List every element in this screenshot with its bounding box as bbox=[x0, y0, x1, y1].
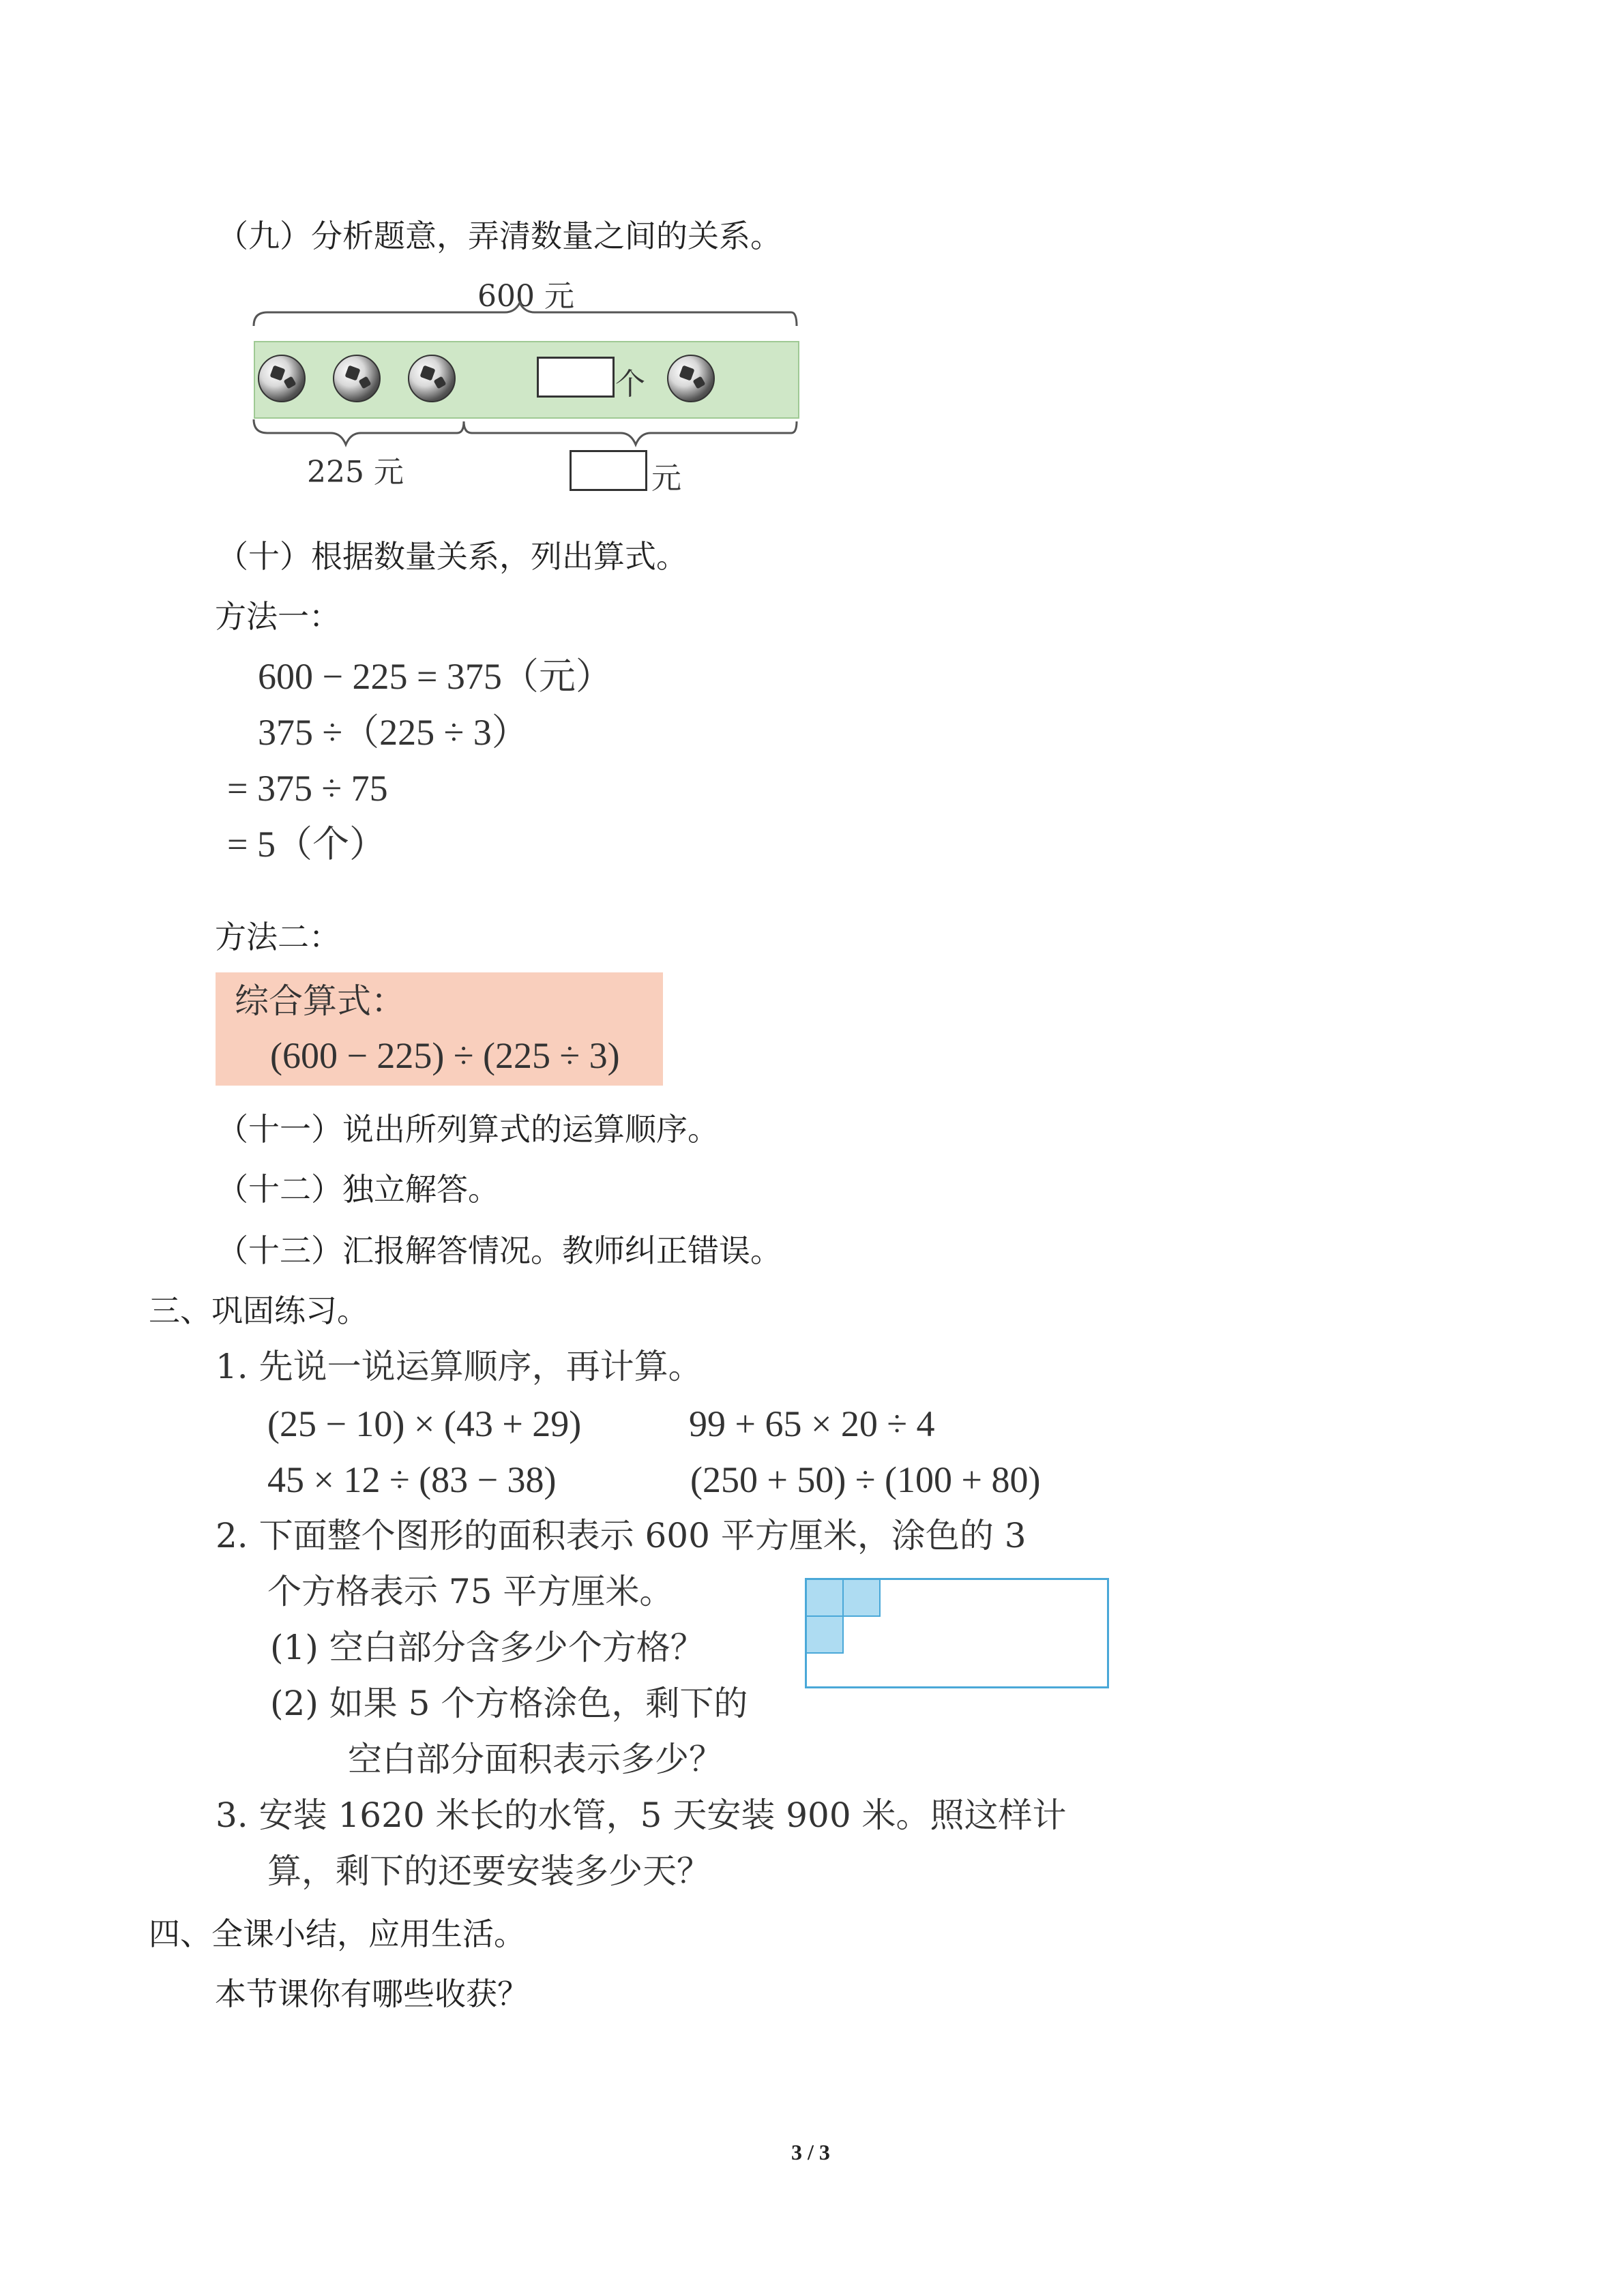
combined-formula-title: 综合算式： bbox=[235, 981, 405, 1021]
section-9-heading: （九）分析题意，弄清数量之间的关系。 bbox=[217, 218, 782, 254]
combined-formula: (600 − 225) ÷ (225 ÷ 3) bbox=[270, 1035, 620, 1076]
shaded-square bbox=[807, 1580, 844, 1617]
answer-box-amount bbox=[570, 450, 647, 491]
exercise-2-line-2: 个方格表示 75 平方厘米。 bbox=[267, 1572, 674, 1611]
part-4-heading: 四、全课小结，应用生活。 bbox=[149, 1915, 525, 1952]
section-12-heading: （十二）独立解答。 bbox=[217, 1171, 499, 1208]
soccer-ball-icon bbox=[667, 355, 715, 402]
soccer-ball-icon bbox=[408, 355, 456, 402]
method-1-line-4: = 5（个） bbox=[227, 824, 386, 865]
method-1-line-3: = 375 ÷ 75 bbox=[227, 768, 388, 809]
soccer-ball-icon bbox=[258, 355, 306, 402]
method-2-label: 方法二： bbox=[215, 919, 340, 955]
exercise-3-line-1: 3. 安装 1620 米长的水管，5 天安装 900 米。照这样计 bbox=[216, 1795, 1067, 1835]
exercise-1-a: (25 − 10) × (43 + 29) bbox=[267, 1403, 582, 1444]
section-10-heading: （十）根据数量关系，列出算式。 bbox=[217, 538, 688, 575]
section-11-heading: （十一）说出所列算式的运算顺序。 bbox=[217, 1111, 719, 1148]
exercise-3-line-2: 算，剩下的还要安装多少天？ bbox=[267, 1851, 711, 1891]
part-3-heading: 三、巩固练习。 bbox=[149, 1292, 368, 1329]
exercise-1-d: (250 + 50) ÷ (100 + 80) bbox=[690, 1459, 1041, 1500]
soccer-ball-icon bbox=[333, 355, 381, 402]
exercise-2-sub-2b: 空白部分面积表示多少？ bbox=[348, 1740, 723, 1779]
combined-formula-box bbox=[216, 972, 663, 1086]
page-number: 3 / 3 bbox=[791, 2140, 830, 2164]
amount-unit: 元 bbox=[651, 461, 681, 496]
shaded-square bbox=[844, 1580, 881, 1617]
count-unit: 个 bbox=[615, 367, 645, 402]
area-figure bbox=[805, 1578, 1109, 1688]
exercise-2-sub-1: (1) 空白部分含多少个方格？ bbox=[270, 1628, 705, 1667]
answer-box-count bbox=[537, 357, 615, 398]
method-1-label: 方法一： bbox=[215, 598, 340, 635]
shaded-square bbox=[807, 1617, 844, 1654]
exercise-2-line-1: 2. 下面整个图形的面积表示 600 平方厘米，涂色的 3 bbox=[216, 1516, 1027, 1555]
method-1-line-2: 375 ÷（225 ÷ 3） bbox=[258, 712, 529, 753]
exercise-1-c: 45 × 12 ÷ (83 − 38) bbox=[267, 1459, 557, 1500]
exercise-1-title: 1. 先说一说运算顺序，再计算。 bbox=[216, 1347, 703, 1386]
exercise-1-b: 99 + 65 × 20 ÷ 4 bbox=[689, 1403, 935, 1444]
total-label: 600 元 bbox=[477, 279, 574, 314]
closing-question: 本节课你有哪些收获？ bbox=[215, 1976, 529, 2012]
known-label: 225 元 bbox=[307, 455, 404, 490]
method-1-line-1: 600 − 225 = 375（元） bbox=[258, 656, 612, 697]
exercise-2-sub-2a: (2) 如果 5 个方格涂色，剩下的 bbox=[270, 1684, 748, 1723]
section-13-heading: （十三）汇报解答情况。教师纠正错误。 bbox=[217, 1232, 782, 1269]
